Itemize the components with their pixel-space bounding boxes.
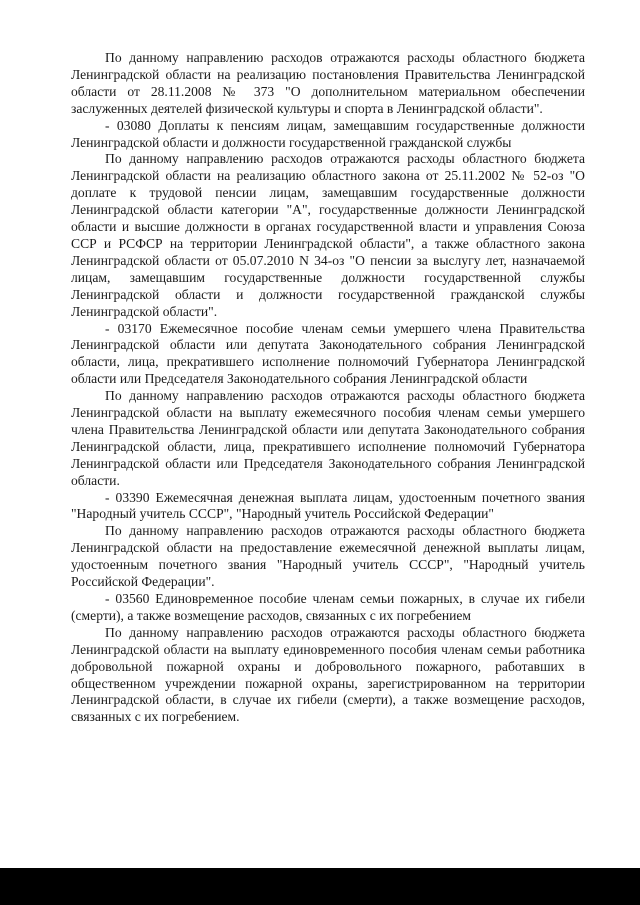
- paragraph-7: По данному направлению расходов отражаются расходы областного бюджета Ленинградской области на предоставление ежемесячной денежной выплаты лицам, удостоенным почетного звания "Народный учитель СССР", "Народный учитель Российской Федерации".: [71, 523, 585, 590]
- paragraph-4: - 03170 Ежемесячное пособие членам семьи умершего члена Правительства Ленинградской области или депутата Законодательного собрания Ленинградской области, лица, прекратившего исполнение полномочий Губернатора Ленинградской области или Председателя Законодательного собрания Ленинградской области: [71, 320, 585, 387]
- document-text: [71, 50, 585, 726]
- paragraph-6: - 03390 Ежемесячная денежная выплата лицам, удостоенным почетного звания "Народный учитель СССР", "Народный учитель Российской Федерации": [71, 489, 585, 522]
- paragraph-8: - 03560 Единовременное пособие членам семьи пожарных, в случае их гибели (смерти), а также возмещение расходов, связанных с их погребением: [71, 591, 585, 623]
- paragraph-3: По данному направлению расходов отражаются расходы областного бюджета Ленинградской области на реализацию областного закона от 25.11.2002 № 52-оз "О доплате к трудовой пенсии лицам, замещавшим государственные должности Ленинградской области категории "А", государственные должности Ленинградской области и высшие должности в органах государственной власти и управления Союза ССР и РСФСР на территории Ленинградской области", а также областного закона Ленинградской области от 05.07.2010 N 34-оз "О пенсии за выслугу лет, назначаемой лицам, замещавшим государственные должности государственной службы Ленинградской области и должности государственной гражданской службы Ленинградской области".: [71, 151, 585, 319]
- paragraph-9: По данному направлению расходов отражаются расходы областного бюджета Ленинградской области на выплату единовременного пособия членам семьи работника добровольной пожарной охраны и добровольного пожарного, работавших в общественном учреждении пожарной охраны, зарегистрированном на территории Ленинградской области, в случае их гибели (смерти), а также возмещение расходов, связанных с их погребением.: [71, 624, 585, 725]
- paragraph-5: По данному направлению расходов отражаются расходы областного бюджета Ленинградской области на выплату ежемесячного пособия членам семьи умершего члена Правительства Ленинградской области или депутата Законодательного собрания Ленинградской области, лица, прекратившего исполнение полномочий Губернатора Ленинградской области или Председателя Законодательного собрания Ленинградской области.: [71, 388, 585, 488]
- scan-bottom-border: [0, 868, 640, 905]
- paragraph-1: По данному направлению расходов отражаются расходы областного бюджета Ленинградской области на реализацию постановления Правительства Ленинградской области от 28.11.2008 № 373 "О дополнительном материальном обеспечении заслуженных деятелей физической культуры и спорта в Ленинградской области".: [71, 50, 585, 116]
- paragraph-2: - 03080 Доплаты к пенсиям лицам, замещавшим государственные должности Ленинградской области и должности государственной гражданской службы: [71, 117, 585, 150]
